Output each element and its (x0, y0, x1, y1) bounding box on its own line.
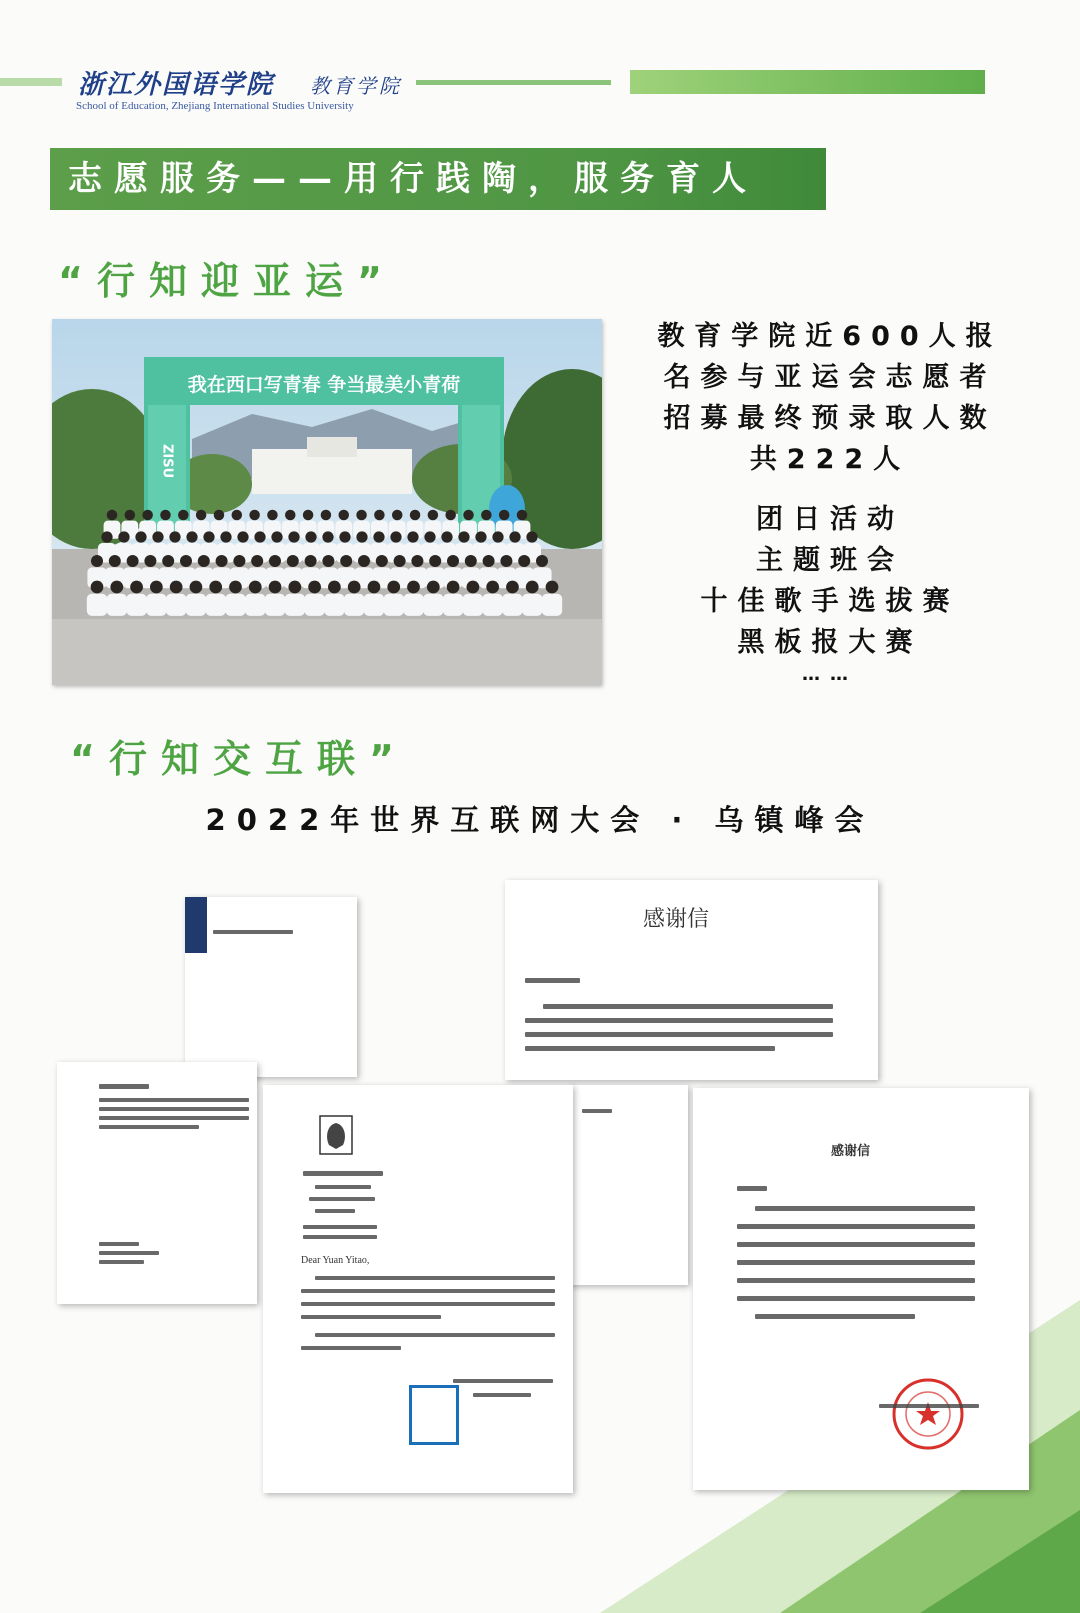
volunteer-head (509, 531, 520, 542)
volunteer-head (328, 581, 341, 594)
coat-of-arms-icon (319, 1115, 353, 1155)
volunteer-head (500, 555, 512, 567)
volunteer-head (209, 581, 222, 594)
red-seal-stamp (888, 1374, 968, 1454)
volunteer-figure (146, 594, 166, 616)
volunteer-group-photo (52, 319, 602, 685)
volunteer-figure (107, 594, 127, 616)
volunteer-head (373, 531, 384, 542)
volunteer-head (376, 555, 388, 567)
volunteer-head (305, 531, 316, 542)
volunteer-head (340, 555, 352, 567)
volunteer-head (368, 581, 381, 594)
volunteer-head (271, 531, 282, 542)
volunteer-head (339, 531, 350, 542)
volunteer-figure (463, 594, 483, 616)
volunteer-head (229, 581, 242, 594)
volunteer-head (356, 531, 367, 542)
section1-activity-list (640, 499, 1020, 687)
volunteer-figure (443, 594, 463, 616)
volunteer-head (356, 510, 367, 521)
description-line: 招募最终预录取人数 (663, 403, 997, 434)
volunteer-head (203, 531, 214, 542)
volunteer-figure (502, 594, 522, 616)
volunteer-head (546, 581, 559, 594)
volunteer-head (486, 581, 499, 594)
volunteer-figure (205, 594, 225, 616)
volunteer-head (251, 555, 263, 567)
volunteer-head (466, 581, 479, 594)
volunteer-head (254, 531, 265, 542)
letter-english-left (57, 1062, 257, 1304)
volunteer-head (170, 581, 183, 594)
volunteer-head (107, 510, 118, 521)
volunteer-figure (522, 594, 542, 616)
school-logo-en: School of Education, Zhejiang International Studies University (76, 100, 354, 112)
volunteer-head (407, 581, 420, 594)
volunteer-head (285, 510, 296, 521)
volunteer-head (475, 531, 486, 542)
volunteer-head (321, 510, 332, 521)
volunteer-head (160, 510, 171, 521)
volunteer-head (178, 510, 189, 521)
volunteer-head (390, 531, 401, 542)
letter-blank-middle (568, 1085, 688, 1285)
volunteer-head (118, 531, 129, 542)
volunteer-figure (265, 594, 285, 616)
volunteer-head (428, 510, 439, 521)
college-logo-cn: 教育学院 (310, 74, 402, 98)
volunteer-head (305, 555, 317, 567)
volunteer-head (216, 555, 228, 567)
volunteer-head (458, 531, 469, 542)
volunteer-head (214, 510, 225, 521)
section2-title: “行知交互联” (70, 737, 408, 781)
volunteer-figure (324, 594, 344, 616)
section1-title: “行知迎亚运” (58, 259, 396, 303)
volunteer-head (150, 581, 163, 594)
volunteer-head (249, 510, 260, 521)
volunteer-head (237, 531, 248, 542)
school-logo-cn: 浙江外国语学院 (78, 70, 275, 100)
volunteer-figure (304, 594, 324, 616)
volunteer-head (499, 510, 510, 521)
volunteer-head (233, 555, 245, 567)
volunteer-head (288, 531, 299, 542)
volunteer-head (144, 555, 156, 567)
volunteer-head (190, 581, 203, 594)
volunteer-head (394, 555, 406, 567)
volunteer-head (135, 531, 146, 542)
volunteer-figure (384, 594, 404, 616)
letter-thanks-title: 感谢信 (643, 907, 710, 932)
volunteer-head (288, 581, 301, 594)
volunteer-head (526, 581, 539, 594)
volunteer-figure (482, 594, 502, 616)
volunteer-figure (423, 594, 443, 616)
volunteer-head (447, 555, 459, 567)
volunteer-head (518, 555, 530, 567)
volunteer-head (127, 555, 139, 567)
volunteer-head (322, 555, 334, 567)
volunteer-figure (364, 594, 384, 616)
volunteer-head (410, 510, 421, 521)
activity-item: 团日活动 (756, 504, 904, 535)
letter-thanks-stamped (693, 1088, 1029, 1490)
header-line-middle (416, 80, 611, 85)
volunteer-figure (542, 594, 562, 616)
volunteer-head (198, 555, 210, 567)
volunteer-head (429, 555, 441, 567)
volunteer-head (287, 555, 299, 567)
section-banner: 志愿服务——用行践陶，服务育人 (50, 148, 826, 210)
letter-embassy (263, 1085, 573, 1493)
letter-english-top (185, 897, 357, 1077)
description-line: 共222人 (749, 444, 911, 475)
header-bar-right (630, 70, 985, 94)
volunteer-head (162, 555, 174, 567)
volunteer-figure (87, 594, 107, 616)
volunteer-head (249, 581, 262, 594)
photo-arch-side-text: ZISU (159, 444, 175, 479)
volunteer-head (130, 581, 143, 594)
volunteer-head (481, 510, 492, 521)
description-line: 名参与亚运会志愿者 (663, 362, 997, 393)
section1-description (640, 316, 1020, 480)
volunteer-head (338, 510, 349, 521)
group-photo-illustration (52, 319, 602, 685)
volunteer-head (142, 510, 153, 521)
volunteer-head (392, 510, 403, 521)
volunteer-head (152, 531, 163, 542)
volunteer-head (424, 531, 435, 542)
activity-item: 十佳歌手选拔赛 (700, 586, 960, 617)
volunteer-figure (245, 594, 265, 616)
volunteer-figure (126, 594, 146, 616)
volunteer-figure (403, 594, 423, 616)
volunteer-head (109, 555, 121, 567)
volunteer-head (358, 555, 370, 567)
volunteer-head (110, 581, 123, 594)
volunteer-figure (225, 594, 245, 616)
volunteer-head (348, 581, 361, 594)
volunteer-head (387, 581, 400, 594)
volunteer-head (308, 581, 321, 594)
volunteer-head (374, 510, 385, 521)
volunteer-head (303, 510, 314, 521)
volunteer-head (232, 510, 243, 521)
description-line: 教育学院近600人报 (657, 321, 1003, 352)
volunteer-head (269, 581, 282, 594)
volunteer-head (427, 581, 440, 594)
letter-logo-block (185, 897, 207, 953)
volunteer-head (492, 531, 503, 542)
volunteer-head (269, 555, 281, 567)
volunteer-head (463, 510, 474, 521)
volunteer-head (441, 531, 452, 542)
volunteer-head (506, 581, 519, 594)
volunteer-figure (166, 594, 186, 616)
summit-subtitle: 2022年世界互联网大会 · 乌镇峰会 (205, 803, 875, 837)
volunteer-figure (186, 594, 206, 616)
activity-item: 黑板报大赛 (737, 627, 923, 658)
volunteer-head (180, 555, 192, 567)
blue-seal-stamp (409, 1385, 459, 1445)
volunteer-head (445, 510, 456, 521)
photo-arch-banner-text: 我在西口写青春 争当最美小青荷 (187, 374, 461, 396)
volunteer-head (186, 531, 197, 542)
activity-item: 主题班会 (756, 545, 904, 576)
volunteer-head (526, 531, 537, 542)
letter-thanks-title: 感谢信 (831, 1144, 871, 1159)
volunteer-head (447, 581, 460, 594)
volunteer-head (220, 531, 231, 542)
activity-item: …… (802, 664, 858, 685)
letter-greeting: Dear Yuan Yitao, (301, 1255, 370, 1266)
volunteer-head (101, 531, 112, 542)
volunteer-head (91, 581, 104, 594)
volunteer-head (407, 531, 418, 542)
volunteer-head (483, 555, 495, 567)
header-line-left (0, 78, 62, 86)
volunteer-head (196, 510, 207, 521)
volunteer-figure (285, 594, 305, 616)
volunteer-head (91, 555, 103, 567)
letter-thanks-top (505, 880, 878, 1080)
volunteer-head (517, 510, 528, 521)
volunteer-head (465, 555, 477, 567)
volunteer-head (536, 555, 548, 567)
volunteer-figure (344, 594, 364, 616)
volunteer-head (267, 510, 278, 521)
volunteer-head (169, 531, 180, 542)
volunteer-head (411, 555, 423, 567)
volunteer-head (322, 531, 333, 542)
volunteer-head (125, 510, 135, 521)
